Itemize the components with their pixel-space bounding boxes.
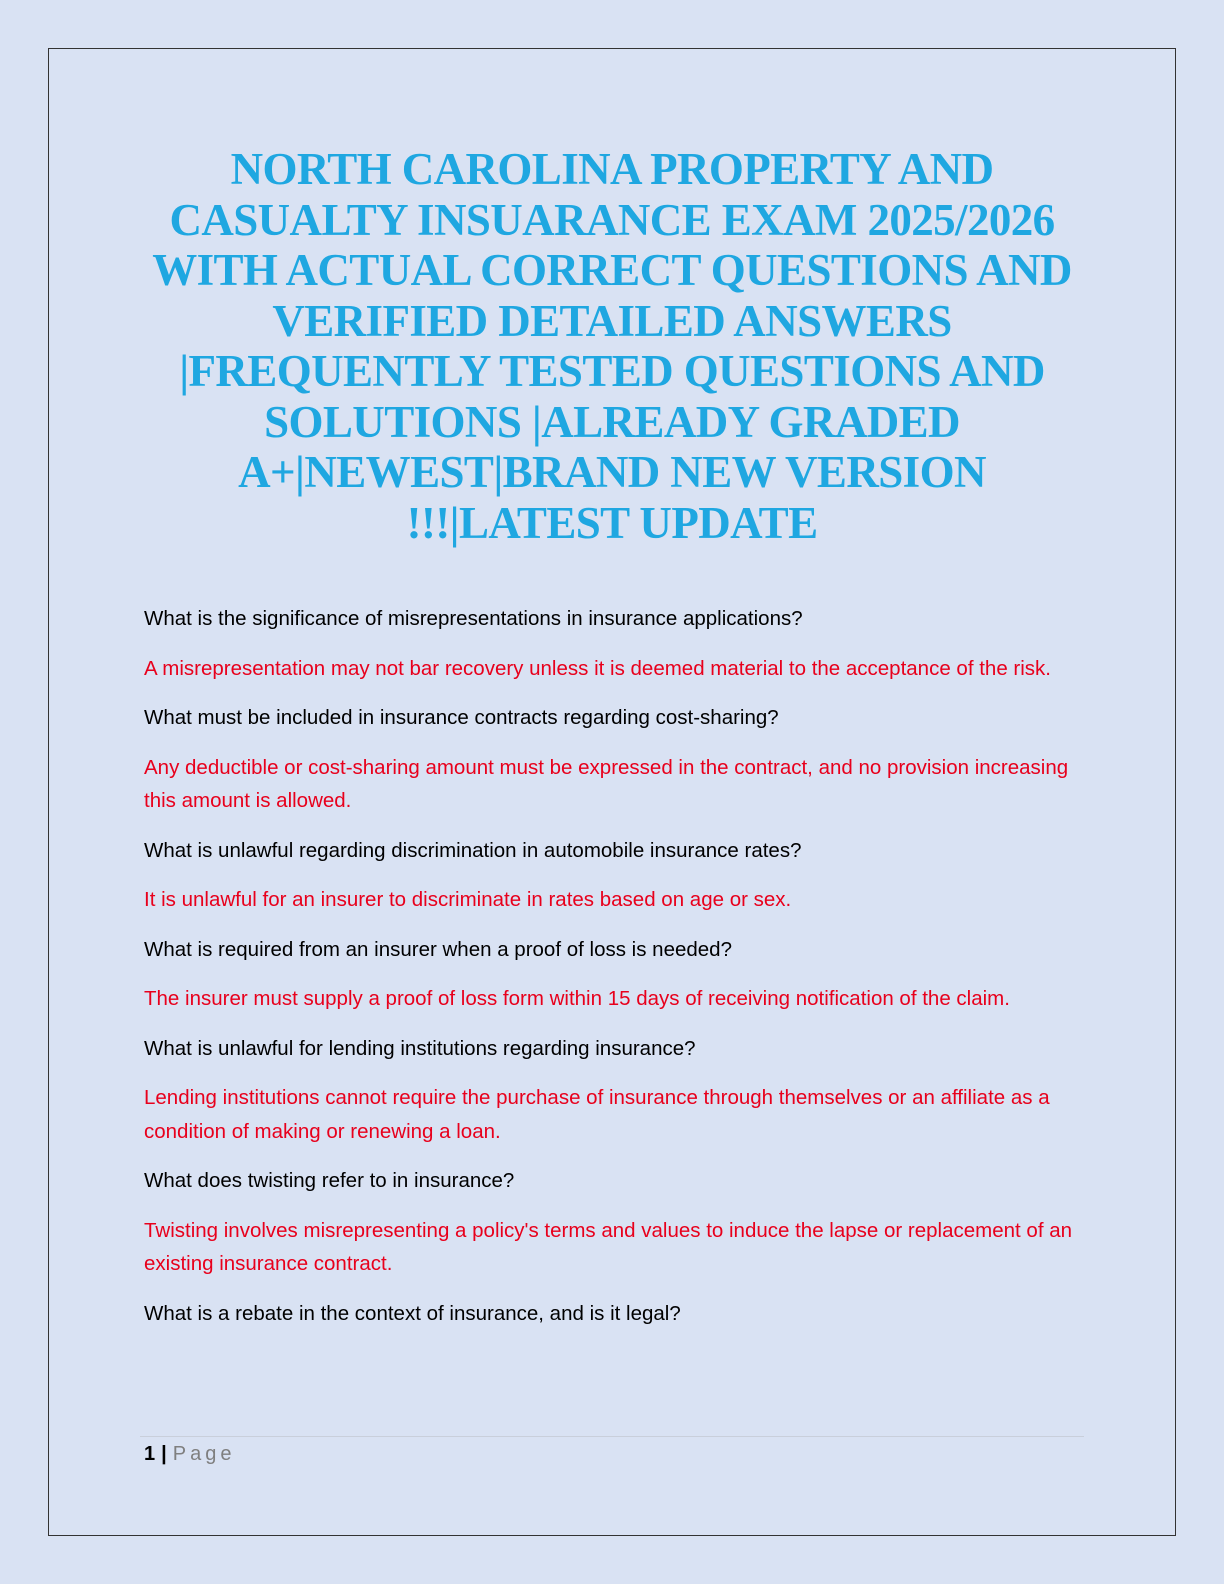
qa-list [144, 602, 1084, 1346]
title-line: |FREQUENTLY TESTED QUESTIONS AND [179, 346, 1045, 396]
title-line: VERIFIED DETAILED ANSWERS [272, 295, 952, 346]
footer-separator: | [161, 1443, 167, 1465]
answer-text: A misrepresentation may not bar recovery unless it is deemed material to the acceptance of the risk. [144, 656, 1051, 680]
footer-divider [140, 1436, 1084, 1437]
answer-text: Lending institutions cannot require the purchase of insurance through themselves or an affiliate as a condition of making or renewing a loan. [144, 1086, 1050, 1143]
answer-text: It is unlawful for an insurer to discriminate in rates based on age or sex. [144, 888, 792, 911]
title-line: A+|NEWEST|BRAND NEW VERSION [238, 447, 986, 497]
question-text: What is the significance of misrepresentations in insurance applications? [144, 607, 803, 630]
question-text: What is unlawful for lending institutions regarding insurance? [144, 1036, 696, 1060]
title-line: CASUALTY INSUARANCE EXAM 2025/2026 [169, 194, 1055, 245]
document-title [140, 144, 1084, 548]
question-text: What is unlawful regarding discrimination in automobile insurance rates? [144, 838, 802, 862]
question-text: What is a rebate in the context of insurance, and is it legal? [144, 1301, 681, 1325]
question-text: What does twisting refer to in insurance? [144, 1169, 515, 1192]
question-text: What must be included in insurance contracts regarding cost-sharing? [144, 706, 779, 729]
title-line: !!!|LATEST UPDATE [406, 497, 818, 548]
page-label: Page [172, 1443, 236, 1465]
page-number: 1 [144, 1443, 156, 1465]
answer-text: The insurer must supply a proof of loss form within 15 days of receiving notification of the claim. [144, 987, 1010, 1010]
question-text: What is required from an insurer when a proof of loss is needed? [144, 937, 732, 961]
title-line: WITH ACTUAL CORRECT QUESTIONS AND [152, 245, 1072, 295]
page-footer [144, 1440, 235, 1468]
answer-text: Any deductible or cost-sharing amount must be expressed in the contract, and no provision increasing this amount is allowed. [144, 755, 1069, 812]
title-line: NORTH CAROLINA PROPERTY AND [230, 144, 994, 194]
answer-text: Twisting involves misrepresenting a policy's terms and values to induce the lapse or replacement of an existing insurance contract. [144, 1218, 1073, 1275]
title-line: SOLUTIONS |ALREADY GRADED [264, 396, 960, 447]
